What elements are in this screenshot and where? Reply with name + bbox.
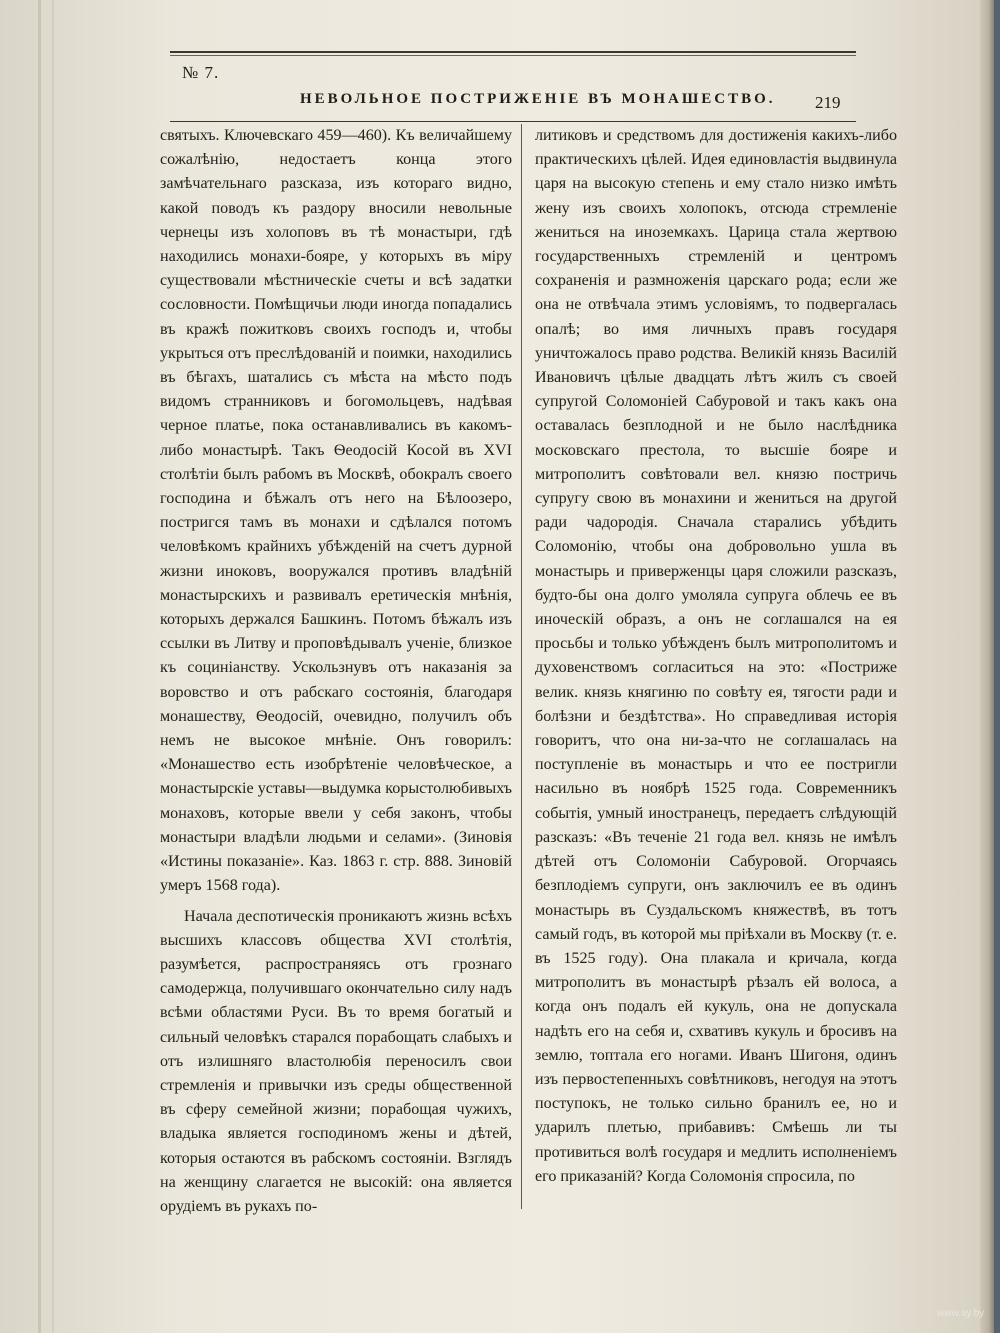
header-rule-top — [170, 51, 856, 53]
running-title: НЕВОЛЬНОЕ ПОСТРИЖЕНІЕ ВЪ МОНАШЕСТВО. — [300, 91, 776, 107]
issue-number: № 7. — [182, 63, 220, 82]
page-stack-edge — [980, 0, 994, 1333]
column-divider — [521, 124, 522, 1209]
text-column-left — [160, 124, 512, 1219]
page-number: 219 — [815, 93, 841, 112]
header-rule-top-thin — [170, 55, 856, 56]
watermark: www.ay.by — [937, 1308, 985, 1319]
page-fold-line — [38, 0, 41, 1333]
page-fold-line-inner — [52, 0, 54, 1333]
paragraph: литиковъ и средствомъ для достиженія какихъ-либо практическихъ цѣлей. Идея единовластія выдвинула царя на высокую степень и ему стало низко имѣть жену изъ своихъ холопокъ, отсюда стремленіе жениться на иноземкахъ. Царица стала жертвою государственныхъ стремленій и центромъ сохраненія и размноженія царскаго рода; если же она не отвѣчала этимъ условіямъ, то подвергалась опалѣ; во имя личныхъ правъ государя уничтожалось право родства. Великій князь Василій Ивановичъ цѣлые двадцать лѣтъ жилъ съ своей супругой Соломоніей Сабуровой и такъ какъ она оставалась безплодной и не было наслѣдника московскаго престола, то высшіе бояре и митрополитъ совѣтовали вел. князю постричь супругу свою въ монахини и жениться на другой ради чадородія. Сначала старались убѣдить Соломонію, чтобы она добровольно ушла въ монастырь и приверженцы царя сложили разсказъ, будто-бы она долго умоляла супруга облечь ее въ иноческій образъ, а онъ не соглашался на ея просьбы и только убѣжденъ былъ митрополитомъ и духовенствомъ согласиться на это: «Постриже велик. князь княгиню по совѣту ея, тягости ради и болѣзни и бездѣтства». Но справедливая исторія говоритъ, что она ни-за-что не соглашалась на поступленіе въ монастырь и что ее постригли насильно въ ноябрѣ 1525 года. Современникъ событія, умный иностранецъ, передаетъ слѣдующій разсказъ: «Въ теченіе 21 года вел. князь не имѣлъ дѣтей отъ Соломоніи Сабуровой. Огорчаясь безплодіемъ супруги, онъ заключилъ ее въ одинъ монастырь въ Суздальскомъ княжествѣ, въ тотъ самый годъ, въ которой мы пріѣхали въ Москву (т. е. въ 1525 году). Она плакала и кричала, когда митрополитъ въ монастырѣ рѣзалъ ей волоса, а когда онъ подалъ ей кукуль, она не допускала надѣть его на себя и, схвативъ кукуль и бросивъ на землю, топтала его ногами. Иванъ Шигоня, одинъ изъ первостепенныхъ совѣтниковъ, негодуя на этотъ поступокъ, не только сильно бранилъ ее, но и ударилъ плетью, прибавивъ: Смѣешь ли ты противиться волѣ государя и медлить исполненіемъ его приказаній? Когда Соломонія спросила, по — [535, 127, 897, 1185]
header-rule-bottom — [170, 121, 856, 122]
paragraph: святыхъ. Ключевскаго 459—460). Къ величайшему сожалѣнію, недостаетъ конца этого замѣчательнаго разсказа, изъ котораго видно, какой поводъ къ раздору вносили невольные чернецы изъ холоповъ въ тѣ монастыри, гдѣ находились монахи-бояре, у которыхъ въ міру существовали мѣстническіе счеты и всѣ задатки сословности. Помѣщичьи люди иногда попадались въ кражѣ пожитковъ своихъ господъ и, чтобы укрыться отъ преслѣдованій и поимки, находились въ бѣгахъ, шатались съ мѣста на мѣсто подъ видомъ странниковъ и богомольцевъ, надѣвая черное платье, пока останавливались въ какомъ-либо монастырѣ. Такъ Ѳеодосій Косой въ XVI столѣтіи былъ рабомъ въ Москвѣ, обокралъ своего господина и бѣжалъ отъ него на Бѣлоозеро, постригся тамъ въ монахи и сдѣлался потомъ человѣкомъ крайнихъ убѣжденій на счетъ дурной жизни иноковъ, вооружался противъ владѣній монастырскихъ и развивалъ еретическія мнѣнія, которыхъ держался Башкинъ. Потомъ бѣжалъ изъ ссылки въ Литву и проповѣдывалъ ученіе, близкое къ социніанству. Ускользнувъ отъ наказанія за воровство и отъ рабскаго состоянія, благодаря монашеству, Ѳеодосій, очевидно, получилъ объ немъ не высокое мнѣніе. Онъ говорилъ: «Монашество есть изобрѣтеніе человѣческое, а монастырскіе уставы—выдумка корыстолюбивыхъ монаховъ, которые ввели у себя законъ, чтобы монастыри владѣли людьми и селами». (Зиновія «Истины показаніе». Каз. 1863 г. стр. 888. Зиновій умеръ 1568 года). — [160, 127, 512, 895]
running-header — [170, 51, 856, 123]
paragraph: Начала деспотическія проникаютъ жизнь всѣхъ высшихъ классовъ общества XVI столѣтія, разумѣется, распространяясь отъ грознаго самодержца, получившаго окончательно силу надъ всѣми областями Руси. Въ то время богатый и сильный человѣкъ старался порабощать слабыхъ и отъ излишняго властолюбія переносилъ свои стремленія и привычки изъ среды общественной въ сферу семейной жизни; порабощая чужихъ, владыка является господиномъ жены и дѣтей, которыя остаются въ рабскомъ состояніи. Взглядъ на женщину слагается не высокій: она является орудіемъ въ рукахъ по- — [160, 907, 512, 1215]
text-column-right — [535, 124, 897, 1189]
